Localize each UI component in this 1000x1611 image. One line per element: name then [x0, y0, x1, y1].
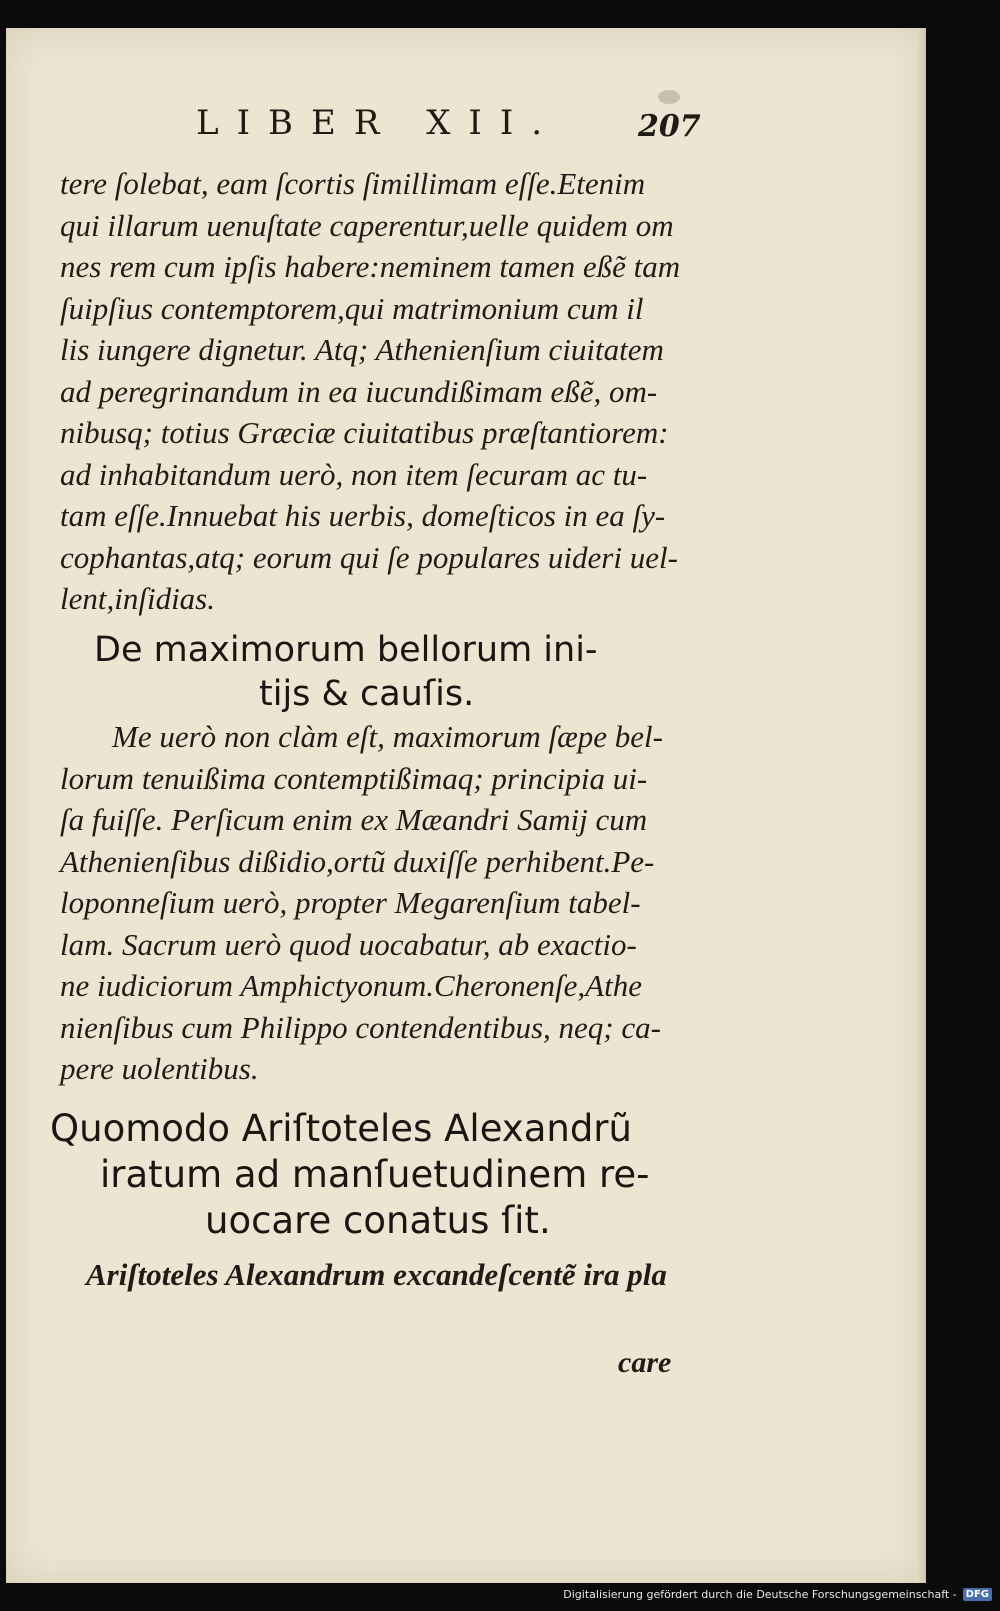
text-line: ad inhabitandum uerò, non item ſecuram ac tu- — [60, 456, 648, 492]
heading-line: iratum ad manſuetudinem re- — [100, 1153, 650, 1196]
text-line: ſa fuiſſe. Perſicum enim ex Mæandri Samij cum — [60, 802, 648, 837]
text-line: Me uerò non clàm eſt, maximorum ſæpe bel- — [112, 719, 663, 754]
page-header — [6, 103, 926, 143]
text-line: ne iudiciorum Amphictyonum.Cheronenſe,Athe — [60, 968, 642, 1003]
text-line: Ariſtoteles Alexandrum excandeſcentẽ ira pla — [86, 1257, 667, 1292]
heading-line: tijs & cauſis. — [259, 674, 475, 714]
text-line: loponneſium uerò, propter Megarenſium tabel- — [60, 885, 641, 920]
footer-credit: Digitalisierung gefördert durch die Deutsche Forschungsgemeinschaft - — [563, 1587, 957, 1601]
text-line: tere ſolebat, eam ſcortis ſimillimam eſſe.Etenim — [60, 166, 646, 201]
dfg-logo: DFG — [963, 1588, 992, 1601]
text-line: Athenienſibus dißidio,ortũ duxiſſe perhibent.Pe- — [60, 843, 655, 879]
heading-line: Quomodo Ariſtoteles Alexandrũ — [50, 1107, 632, 1150]
text-line: lam. Sacrum uerò quod uocabatur, ab exactio- — [60, 926, 637, 962]
page-edge — [916, 28, 926, 1583]
catchword: care — [618, 1346, 672, 1379]
running-title: LIBER XII. — [196, 103, 561, 143]
text-line: lent,inſidias. — [60, 581, 215, 616]
text-line: nienſibus cum Philippo contendentibus, neq; ca- — [60, 1009, 661, 1045]
paragraph-1 — [60, 163, 690, 620]
paragraph-2 — [60, 716, 690, 1090]
text-line: nes rem cum ipſis habere:neminem tamen eßẽ tam — [60, 249, 681, 284]
text-line: ad peregrinandum in ea iucundißimam eßẽ, om- — [60, 373, 658, 409]
paragraph-3 — [86, 1254, 716, 1296]
text-line: lorum tenuißima contemptißimaq; principia ui- — [60, 760, 648, 796]
book-page — [6, 28, 926, 1583]
paper-stain — [658, 90, 680, 104]
digitization-footer — [563, 1585, 992, 1603]
text-line: nibusq; totius Græciæ ciuitatibus præſtantiorem: — [60, 415, 669, 450]
text-line: qui illarum uenuſtate caperentur,uelle quidem om — [60, 207, 674, 243]
text-line: tam eſſe.Innuebat his uerbis, domeſticos in ea ſy- — [60, 498, 666, 533]
page-number: 207 — [638, 109, 701, 144]
text-line: cophantas,atq; eorum qui ſe populares uideri uel- — [60, 539, 678, 575]
text-line: pere uolentibus. — [60, 1051, 259, 1086]
text-line: ſuipſius contemptorem,qui matrimonium cum il — [60, 290, 644, 326]
heading-line: De maximorum bellorum ini- — [94, 630, 598, 670]
heading-1 — [94, 628, 724, 716]
text-line: lis iungere dignetur. Atq; Athenienſium ciuitatem — [60, 332, 664, 367]
heading-2 — [50, 1106, 680, 1244]
heading-line: uocare conatus ſit. — [205, 1199, 551, 1242]
